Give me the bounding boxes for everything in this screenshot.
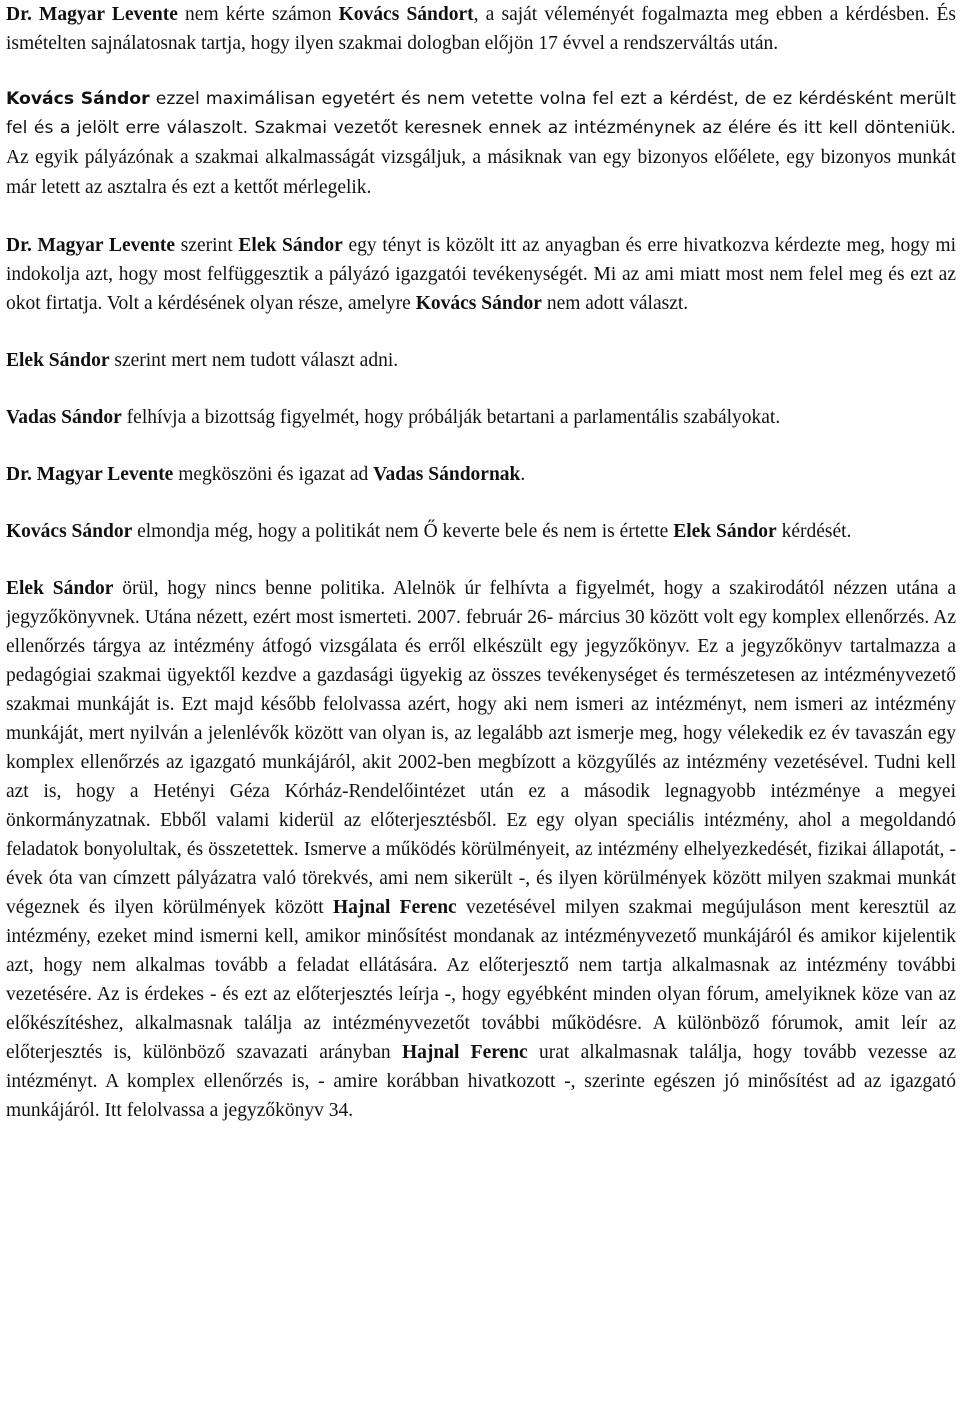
person-name: Dr. Magyar Levente: [6, 235, 176, 256]
person-name: Kovács Sándor: [415, 293, 542, 314]
text-run: szerint: [175, 235, 239, 256]
person-name: Kovács Sándor: [6, 521, 133, 542]
paragraph-6: [6, 460, 956, 489]
paragraph-2: [6, 85, 956, 203]
person-name: Elek Sándor: [6, 350, 110, 371]
person-name: Hajnal Ferenc: [332, 897, 457, 918]
text-run: megköszöni és igazat ad: [173, 464, 374, 485]
text-run: nem kérte számon: [177, 4, 339, 25]
person-name: Elek Sándor: [6, 578, 114, 599]
person-name: Vadas Sándor: [6, 407, 122, 428]
paragraph-4: [6, 346, 956, 375]
text-run: Az egyik pályázónak a szakmai alkalmasságát vizsgáljuk, a másiknak van egy bizonyos előélete, egy bizonyos munkát már letett az asztalra és ezt a kettőt mérlegelik.: [6, 147, 956, 198]
paragraph-5: [6, 403, 956, 432]
text-run: vezetésével milyen szakmai megújuláson ment keresztül az intézmény, ezeket mind ismerni kell, amikor minősítést mondanak az intézményvezető munkájáról és amikor kijelentik azt, hogy nem alkalmas tovább a feladat ellátására. Az előterjesztő nem tartja alkalmasnak az intézmény további vezetésére. Az is érdekes - és ezt az előterjesztés leírja -, hogy egyébként minden olyan fórum, amelyiknek köze van az előkészítéshez, alkalmasnak találja az intézményvezetőt további működésre. A különböző fórumok, amit leír az előterjesztés is, különböző szavazati arányban: [6, 897, 956, 1063]
person-name: Dr. Magyar Levente: [6, 464, 174, 485]
person-name: Dr. Magyar Levente: [6, 4, 178, 25]
person-name: Vadas Sándornak: [373, 464, 521, 485]
text-run: örül, hogy nincs benne politika. Alelnök úr felhívta a figyelmét, hogy a szakirodától nézzen utána a jegyzőkönyvnek. Utána nézett, ezért most ismerteti. 2007. február 26- március 30 között volt egy komplex ellenőrzés. Az ellenőrzés tárgya az intézmény átfogó vizsgálata és erről elkészült egy jegyzőkönyv. Ez a jegyzőkönyv tartalmazza a pedagógiai szakmai ügyektől kezdve a gazdasági ügyekig az összes tevékenységet és természetesen az intézményvezető szakmai munkáját is. Ezt majd később felolvassa azért, hogy aki nem ismeri az intézményt, nem ismeri az intézmény munkáját, mert nyilván a jelenlévők között van olyan is, az legalább azt ismerje meg, hogy vélekedik ez év tavaszán egy komplex ellenőrzés az igazgató munkájáról, akit 2002-ben megbízott a közgyűlés az intézmény vezetésével. Tudni kell azt is, hogy a Hetényi Géza Kórház-Rendelőintézet után ez a második legnagyobb intézménye a megyei önkormányzatnak. Ebből valami kiderül az előterjesztésből. Ez egy olyan speciális intézmény, ahol a megoldandó feladatok bonyolultak, és összetettek. Ismerve a működés körülményeit, az intézmény elhelyezkedését, fizikai állapotát, - évek óta van címzett pályázatra való törekvés, ami nem sikerült -, és ilyen körülmények között milyen szakmai munkát végeznek és ilyen körülmények között: [6, 578, 956, 918]
paragraph-3: [6, 231, 956, 318]
paragraph-1: [6, 0, 956, 58]
document-page: [6, 0, 956, 1420]
text-run: urat alkalmasnak találja, hogy tovább vezesse az intézményt. A komplex ellenőrzés is, - amire korábban hivatkozott -, szerinte egészen jó minősítést ad az igazgató munkájáról. Itt felolvassa a jegyzőkönyv 34.: [6, 1042, 956, 1121]
person-name: Elek Sándor: [673, 521, 777, 542]
text-run: , a saját véleményét fogalmazta meg ebben a kérdésben. És ismételten sajnálatosnak tartja, hogy ilyen szakmai dologban előjön 17 évvel a rendszerváltás után.: [6, 4, 956, 54]
person-name: Kovács Sándort: [338, 4, 474, 25]
paragraph-7: [6, 517, 956, 546]
text-run: felhívja a bizottság figyelmét, hogy próbálják betartani a parlamentális szabályokat.: [121, 407, 781, 428]
paragraph-8: [6, 574, 956, 1125]
text-run: elmondja még, hogy a politikát nem Ő keverte bele és nem is értette: [132, 521, 674, 542]
person-name: Hajnal Ferenc: [401, 1042, 528, 1063]
text-run: egy tényt is közölt itt az anyagban és erre hivatkozva kérdezte meg, hogy mi indokolja azt, hogy most felfüggesztik a pályázó igazgatói tevékenységét. Mi az ami miatt most nem felel meg és ezt az okot firtatja. Volt a kérdésének olyan része, amelyre: [6, 235, 956, 314]
person-name: Kovács Sándor: [6, 89, 150, 109]
text-run: ezzel maximálisan egyetért és nem vetette volna fel ezt a kérdést, de ez kérdésként merült fel és a jelölt erre válaszolt. Szakmai vezetőt keresnek ennek az intézménynek az élére és itt kell dönteniük.: [6, 89, 956, 138]
text-run: nem adott választ.: [541, 293, 689, 314]
text-run: szerint mert nem tudott választ adni.: [109, 350, 399, 371]
text-run: .: [520, 464, 526, 485]
text-run: kérdését.: [776, 521, 852, 542]
person-name: Elek Sándor: [238, 235, 343, 256]
